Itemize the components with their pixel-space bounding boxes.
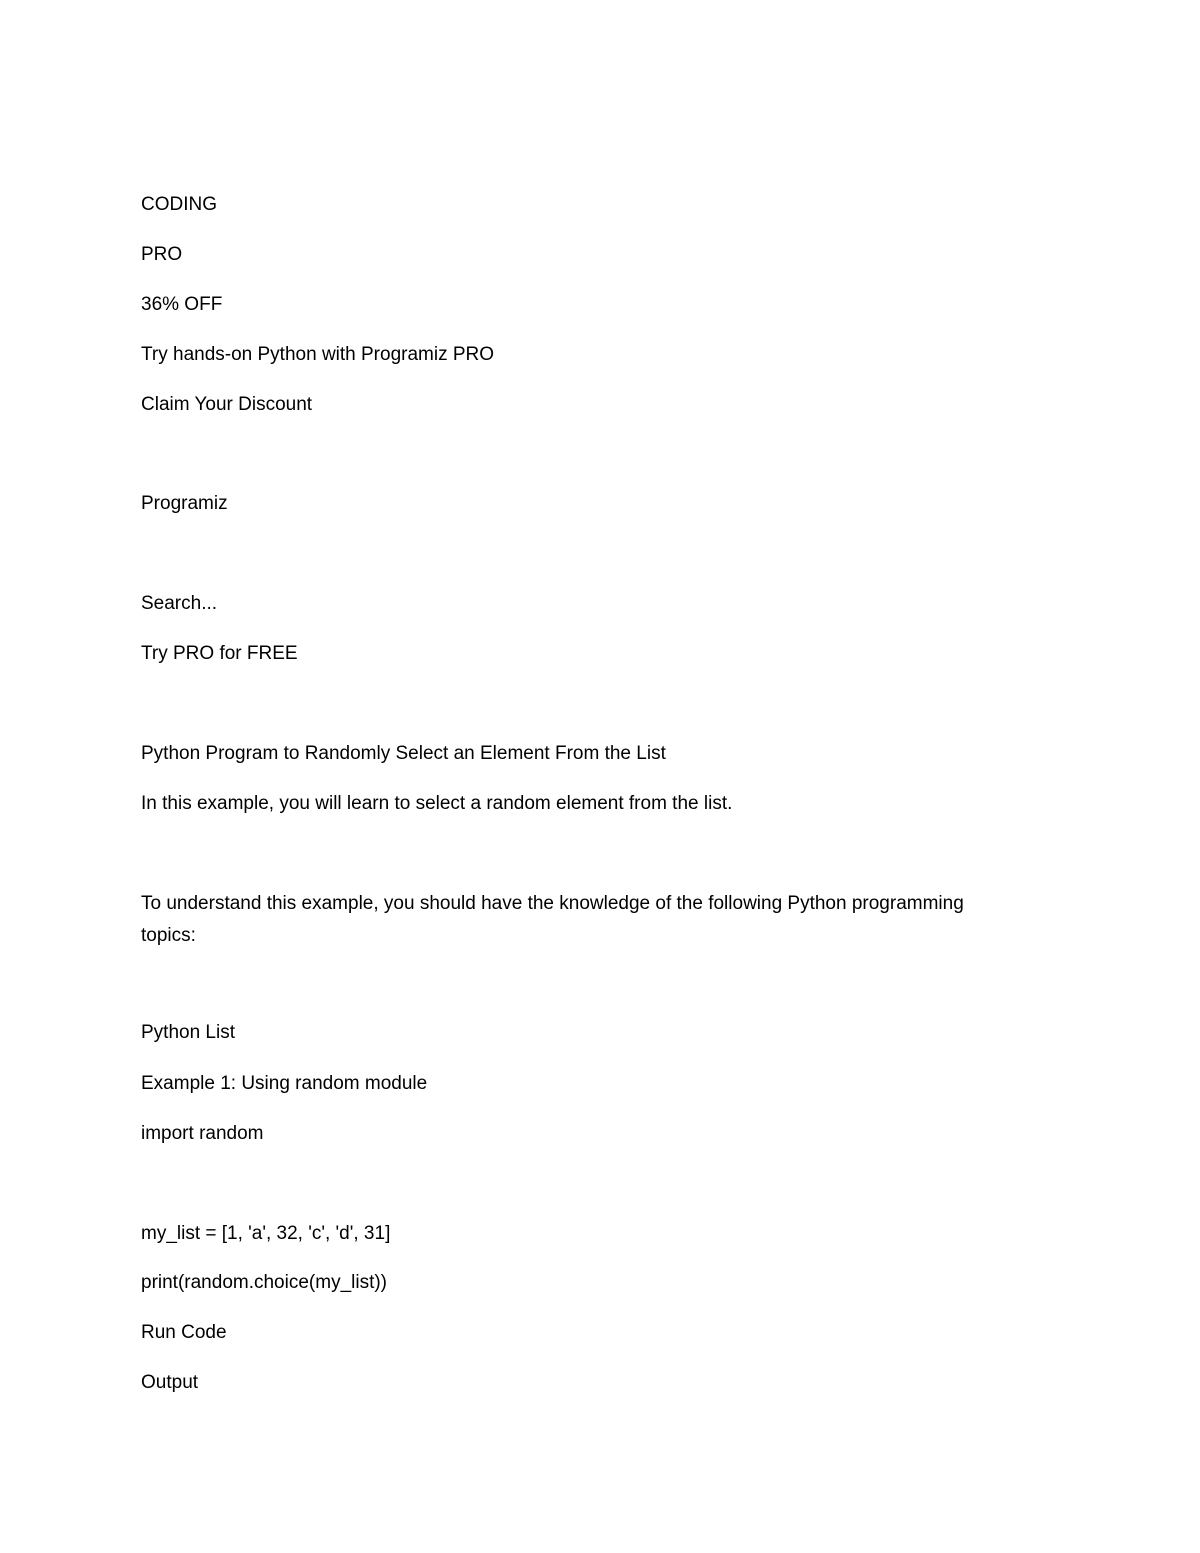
banner-discount: 36% OFF — [141, 294, 223, 315]
example-heading: Example 1: Using random module — [141, 1073, 428, 1094]
page-title: Python Program to Randomly Select an Element From the List — [141, 743, 666, 764]
search-text[interactable]: Search... — [141, 593, 218, 614]
run-code-link[interactable]: Run Code — [141, 1322, 227, 1343]
banner-headline: Try hands-on Python with Programiz PRO — [141, 344, 495, 365]
claim-discount-link[interactable]: Claim Your Discount — [141, 394, 313, 415]
intro-text: In this example, you will learn to select a random element from the list. — [141, 793, 733, 814]
banner-coding: CODING — [141, 194, 217, 215]
output-label: Output — [141, 1372, 199, 1393]
topic-python-list-link[interactable]: Python List — [141, 1022, 235, 1043]
banner-pro: PRO — [141, 244, 183, 265]
site-name[interactable]: Programiz — [141, 493, 228, 514]
code-line: import random — [141, 1123, 264, 1144]
code-line: my_list = [1, 'a', 32, 'c', 'd', 31] — [141, 1223, 391, 1244]
code-line: print(random.choice(my_list)) — [141, 1272, 388, 1293]
try-pro-link[interactable]: Try PRO for FREE — [141, 643, 298, 664]
prerequisite-text: To understand this example, you should have the knowledge of the following Python programming topics: — [141, 893, 964, 946]
